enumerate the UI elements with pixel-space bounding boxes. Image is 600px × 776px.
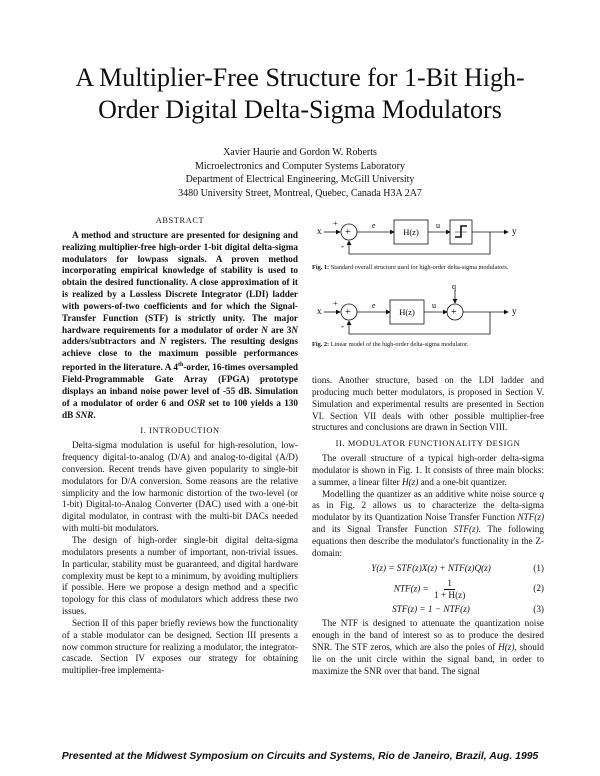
title-line-2: Order Digital Delta-Sigma Modulators [98,95,502,124]
fig1-quantizer-icon [455,226,467,237]
left-column [62,215,298,677]
figure-2-caption: Fig. 2: Linear model of the high-order delta-sigma modulator. [312,341,469,348]
svg-text:+: + [451,307,457,318]
svg-text:+: + [333,299,338,308]
svg-text:+: + [345,227,351,238]
intro-paragraph-3: Section II of this paper briefly reviews how the functionality of a stable modulator can be designed. Section III presents a now common structure for realizing a modulator, the integrator-cascade. Section IV exposes our strategy for obtaining multiplier-free implementa- [62,617,298,676]
svg-text:+: + [333,219,338,228]
abstract-heading: ABSTRACT [155,216,205,225]
svg-text:-: - [341,241,344,251]
abstract-text: A method and structure are presented for designing and realizing multiplier-free high-order 1-bit digital delta-sigma modulators for lowpass signals. A proven method incorporating empirical knowledge of stability is used to obtain the desired functionality. A close approximation of it is realized by a Lossless Discrete Integrator (LDI) ladder with powers-of-two coefficients and for which the Signal-Transfer Function (STF) is strictly unity. The major hardware requirements for a modulator of order N are 3N adders/subtractors and N registers. The resulting designs achieve close to the maximum possible performances reported in the literature. A 4th-order, 16-times oversampled Field-Programmable Gate Array (FPGA) prototype displays an inband noise power level of -55 dB. Simulation of a modulator of order 6 and OSR set to 100 yields a 130 dB SNR. [62,229,298,420]
fig2-input-x: x [317,306,322,316]
title-line-1: A Multiplier-Free Structure for 1-Bit High- [75,63,525,92]
author-lab: Microelectronics and Computer Systems Laboratory [195,160,405,172]
intro-paragraph-2: The design of high-order single-bit digital delta-sigma modulators presents a number of important, non-trivial issues. In particular, stability must be guaranteed, and digital hardware complexity must be kept to a minimum, by avoiding multipliers if possible. Here we propose a design method and a specific topology for this class of modulators which address these two issues. [62,535,298,617]
section-2-paragraph-3: The NTF is designed to attenuate the quantization noise enough in the band of interest so as to produce the desired SNR. The STF zeros, which are also the poles of H(z), should lie on the unit circle within the signal band, in order to maximize the SNR over that band. The signal [312,618,544,676]
svg-text:u: u [436,221,440,230]
paper-title [40,62,560,126]
section-2-paragraph-2: Modelling the quantizer as an additive white noise source q as in Fig. 2 allows us to characterize the delta-sigma modulator by its Quantization Noise Transfer Function NTF(z) and its Signal Transfer Function STF(z). The following equations then describe the modulator's functionality in the Z-domain: [312,488,544,558]
svg-text:e: e [372,221,376,230]
figure-1-caption: Fig. 1: Standard overall structure used for high-order delta-sigma modulators. [312,264,509,271]
author-address: 3480 University Street, Montreal, Quebec, Canada H3A 2A7 [178,187,422,199]
svg-text:-: - [341,321,344,331]
fig1-input-x: x [317,226,322,236]
conference-footer: Presented at the Midwest Symposium on Circuits and Systems, Rio de Janeiro, Brazil, Aug. 1995 [61,751,539,762]
svg-text:H(z): H(z) [403,227,419,237]
intro-paragraph-1: Delta-sigma modulation is useful for high-resolution, low-frequency digital-to-analog (D/A) and analog-to-digital (A/D) conversion. Recent trends have given popularity to single-bit modulators for D/A conversion. Some reasons are the relative simplicity and the low harmonic distortion of the two-level (or 1-bit) Digital-to-Analog Converter (DAC) used with a one-bit digital modulator, in contrast with the multi-bit DACs needed with multi-bit modulators. [62,440,298,534]
equation-3: STF(z) = 1 − NTF(z) (3) [392,603,544,614]
svg-text:+: + [345,307,351,318]
fig2-output-y: y [512,306,517,316]
section-2-heading: II. MODULATOR FUNCTIONALITY DESIGN [335,439,521,449]
intro-heading: I. INTRODUCTION [140,426,220,436]
fig1-output-y: y [512,226,517,236]
svg-text:H(z): H(z) [399,307,415,317]
author-block [120,146,480,200]
figure-1-block-diagram [312,212,552,272]
equation-1: Y(z) = STF(z)X(z) + NTF(z)Q(z) (1) [371,562,544,573]
author-dept: Department of Electrical Engineering, McGill University [185,174,415,185]
author-names: Xavier Haurie and Gordon W. Roberts [223,147,377,158]
section-2-paragraph-1: The overall structure of a typical high-order delta-sigma modulator is shown in Fig. 1. It consists of three main blocks: a summer, a linear filter H(z) and a one-bit quantizer. [312,453,544,487]
right-column [312,375,544,678]
svg-text:e: e [372,301,376,310]
intro-continued: tions. Another structure, based on the LDI ladder and producing much better modulators, is proposed in Section V. Simulation and experimental results are presented in Section VI. Section VII deals with other possible multiplier-free structures and conclusions are drawn in Section VIII. [312,375,544,433]
fig2-noise-q: q [452,282,456,291]
figure-2-block-diagram [312,282,552,342]
svg-text:u: u [432,301,436,310]
equation-2: NTF(z) = $\frac{1}{1 + H(z)}$ (2) [393,577,544,600]
